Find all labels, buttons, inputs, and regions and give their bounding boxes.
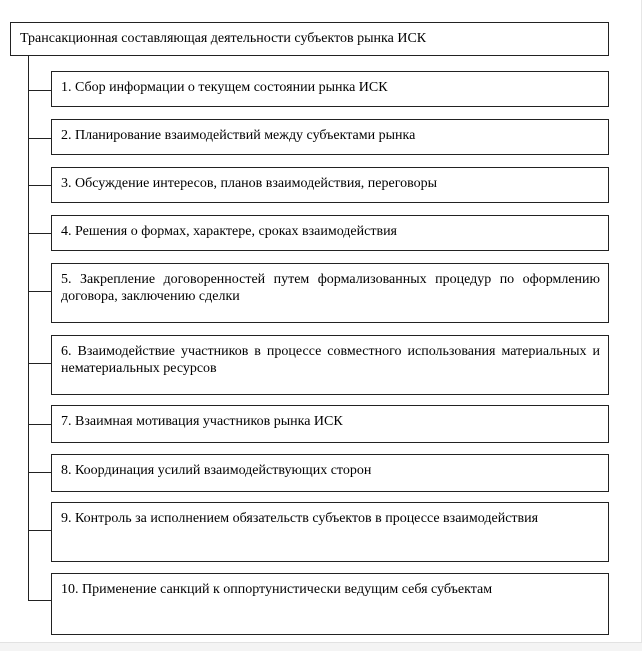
- item-node-label: 6. Взаимодействие участников в процессе совместного использования материальных и нематериальных ресурсов: [61, 344, 600, 376]
- item-node-9: [51, 502, 609, 562]
- root-node-label: Трансакционная составляющая деятельности субъектов рынка ИСК: [20, 31, 427, 46]
- item-node-label: 2. Планирование взаимодействий между субъектами рынка: [61, 128, 416, 143]
- item-node-label: 1. Сбор информации о текущем состоянии рынка ИСК: [61, 80, 388, 95]
- connector-branch-2: [28, 138, 51, 139]
- item-node-label: 3. Обсуждение интересов, планов взаимодействия, переговоры: [61, 176, 438, 191]
- item-node-4: [51, 215, 609, 251]
- connector-branch-8: [28, 472, 51, 473]
- item-node-7: [51, 405, 609, 443]
- connector-branch-7: [28, 424, 51, 425]
- item-node-label: 5. Закрепление договоренностей путем формализованных процедур по оформлению договора, заключению сделки: [61, 272, 600, 304]
- item-node-5: [51, 263, 609, 323]
- item-node-1: [51, 71, 609, 107]
- item-node-label: 10. Применение санкций к оппортунистически ведущим себя субъектам: [61, 582, 493, 597]
- item-node-6: [51, 335, 609, 395]
- connector-branch-1: [28, 90, 51, 91]
- root-node: [10, 22, 609, 56]
- connector-branch-5: [28, 291, 51, 292]
- item-node-label: 7. Взаимная мотивация участников рынка ИСК: [61, 414, 343, 429]
- connector-branch-6: [28, 363, 51, 364]
- item-node-label: 9. Контроль за исполнением обязательств субъектов в процессе взаимодействия: [61, 511, 539, 526]
- connector-branch-9: [28, 530, 51, 531]
- item-node-label: 4. Решения о формах, характере, сроках взаимодействия: [61, 224, 397, 239]
- connector-branch-4: [28, 233, 51, 234]
- item-node-3: [51, 167, 609, 203]
- item-node-10: [51, 573, 609, 635]
- item-node-8: [51, 454, 609, 492]
- item-node-2: [51, 119, 609, 155]
- connector-branch-3: [28, 185, 51, 186]
- item-node-label: 8. Координация усилий взаимодействующих сторон: [61, 463, 372, 478]
- connector-branch-10: [28, 600, 51, 601]
